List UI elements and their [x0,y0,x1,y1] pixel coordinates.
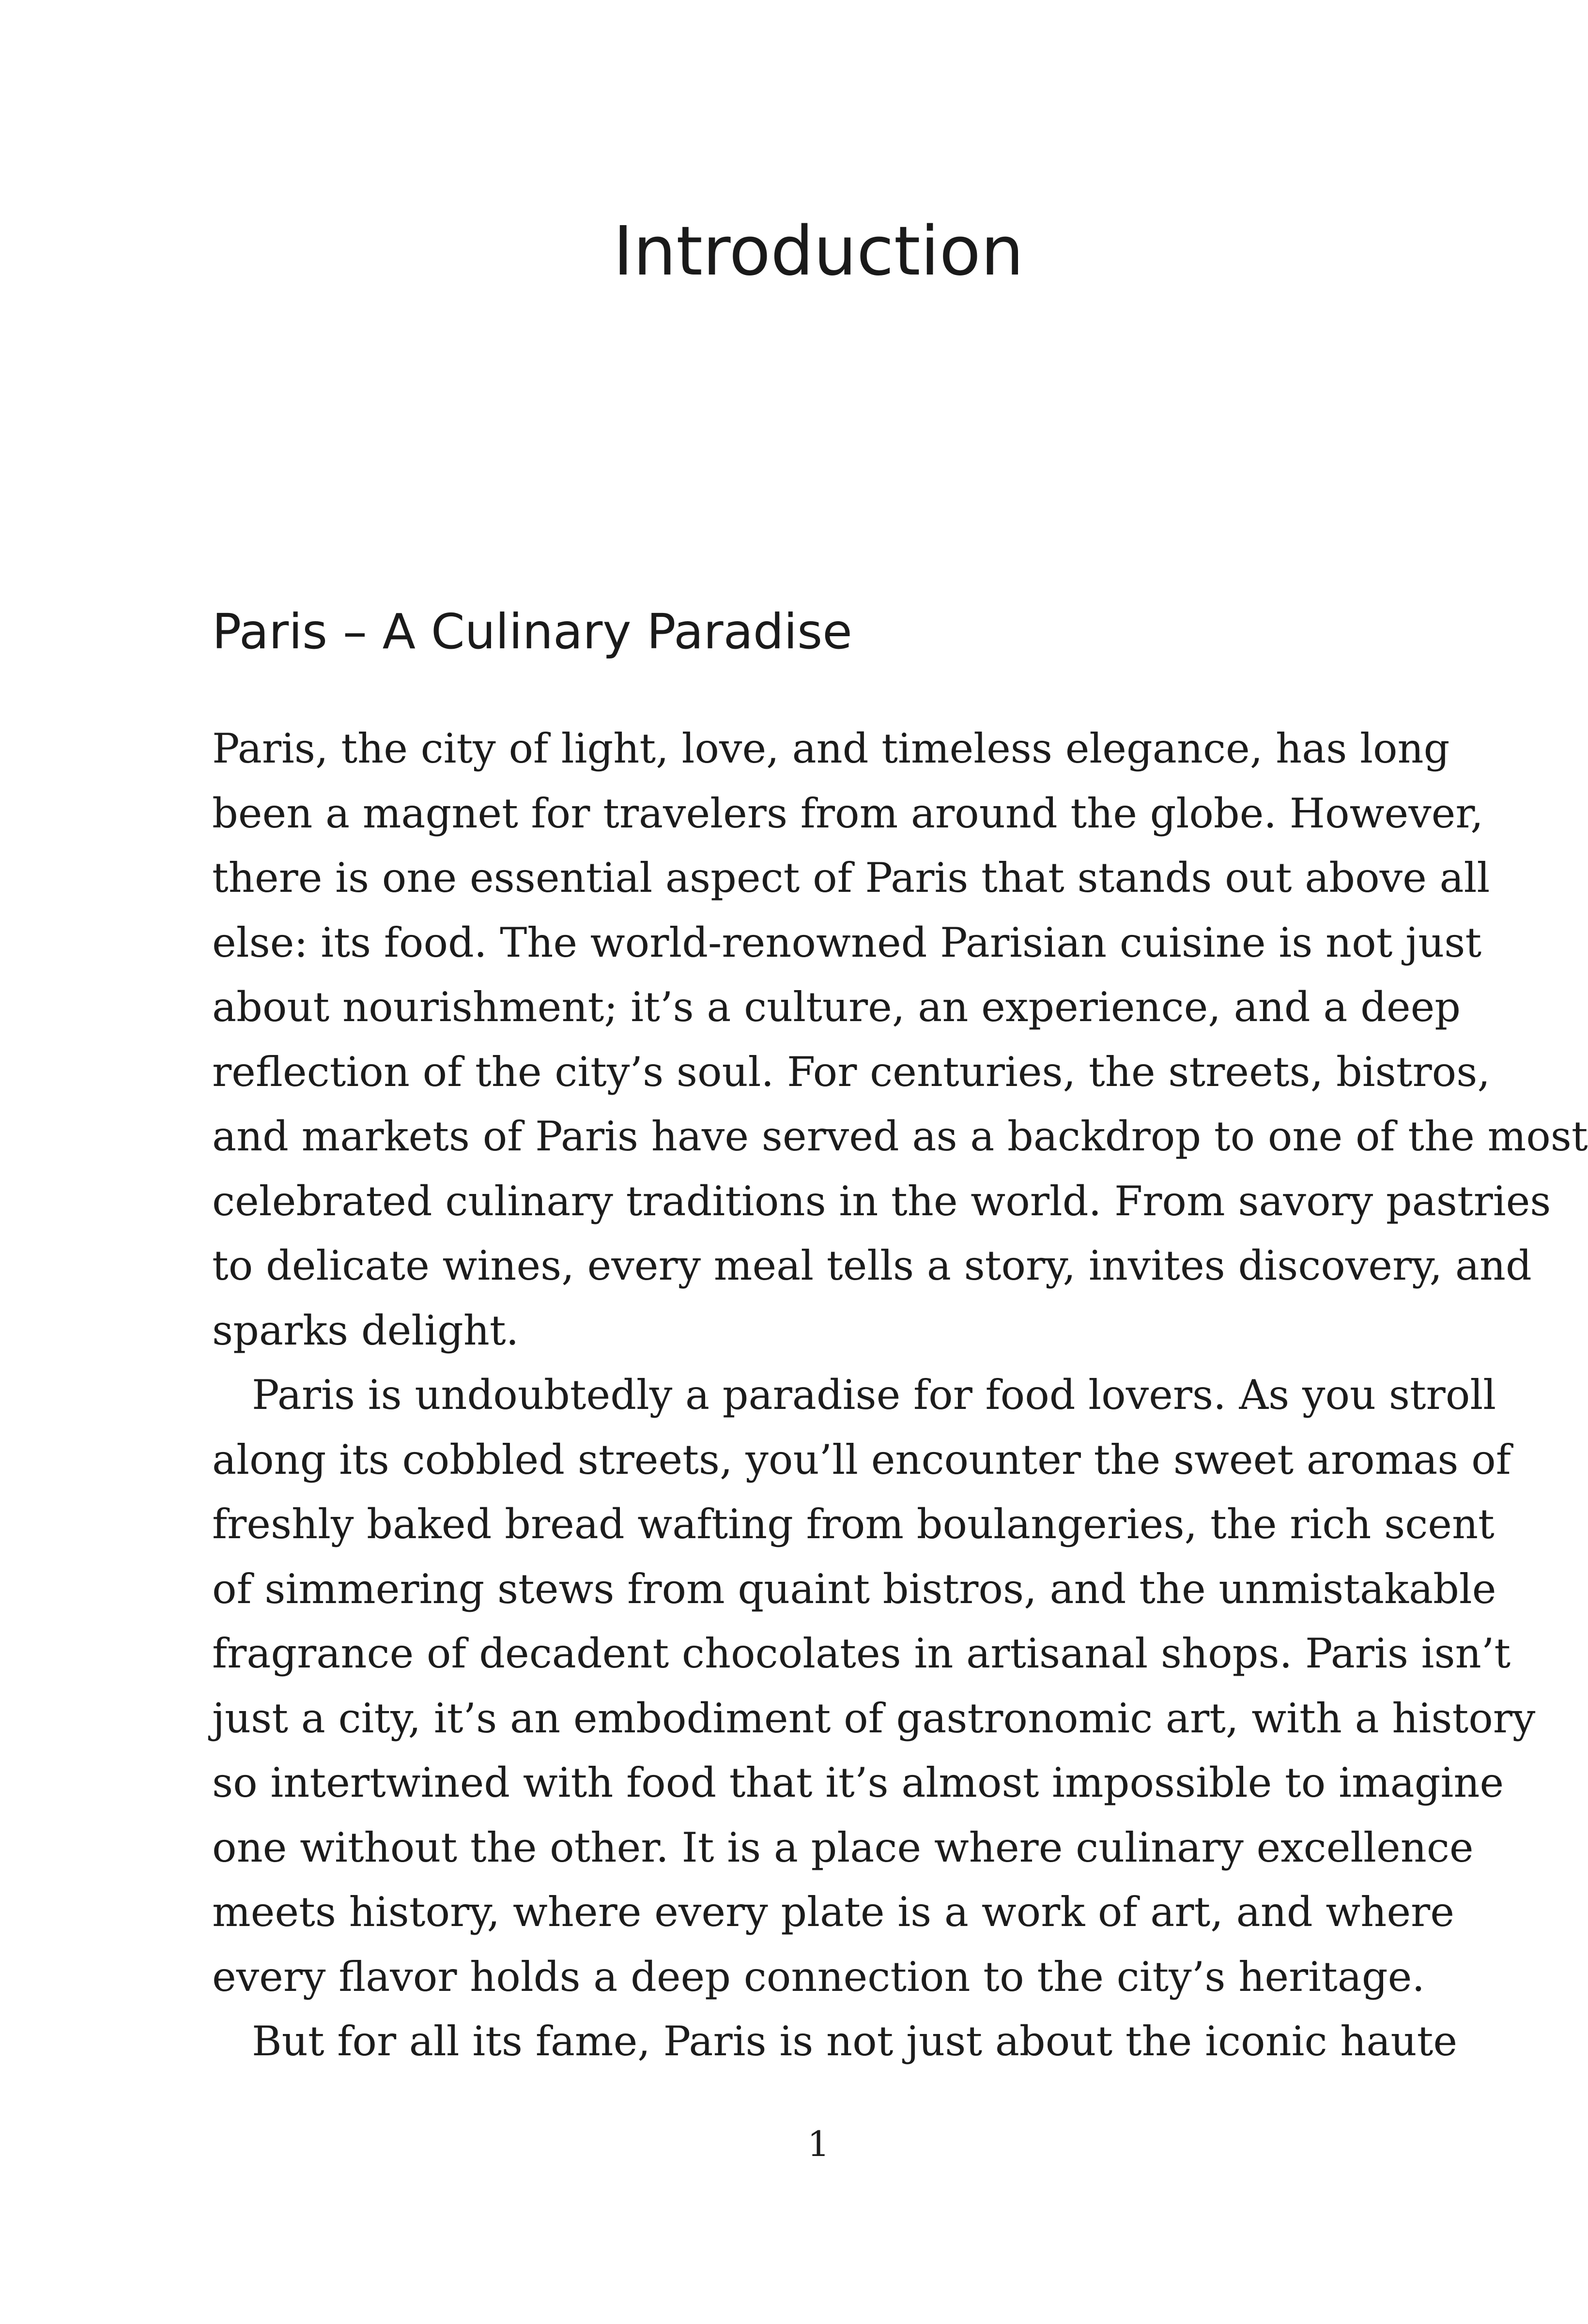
text-line: meets history, where every plate is a work of art, and where [212,1888,1454,1936]
text-line: reflection of the city’s soul. For centuries, the streets, bistros, [212,1048,1491,1096]
paragraph-1 [212,717,1588,1363]
text-line: Paris, the city of light, love, and timeless elegance, has long [212,725,1450,772]
text-line: celebrated culinary traditions in the world. From savory pastries [212,1177,1551,1225]
text-line: been a magnet for travelers from around the globe. However, [212,789,1483,837]
text-line: one without the other. It is a place where culinary excellence [212,1823,1474,1871]
text-line: But for all its fame, Paris is not just about the iconic haute [252,2018,1458,2065]
text-line: Paris is undoubtedly a paradise for food lovers. As you stroll [252,1371,1496,1419]
text-line: along its cobbled streets, you’ll encounter the sweet aromas of [212,1436,1511,1483]
text-line: so intertwined with food that it’s almost impossible to imagine [212,1759,1504,1806]
text-line: and markets of Paris have served as a backdrop to one of the most [212,1113,1588,1160]
paragraph-3 [212,2009,1458,2074]
text-line: else: its food. The world-renowned Parisian cuisine is not just [212,918,1482,966]
text-line: about nourishment; it’s a culture, an experience, and a deep [212,983,1461,1031]
text-line: every flavor holds a deep connection to the city’s heritage. [212,1953,1425,2001]
body-text [212,717,1588,2074]
text-line: just a city, it’s an embodiment of gastronomic art, with a history [212,1694,1536,1742]
chapter-title: Introduction [613,212,1024,291]
text-line: there is one essential aspect of Paris that stands out above all [212,854,1490,902]
page-number: 1 [807,2124,830,2164]
text-line: freshly baked bread wafting from boulangeries, the rich scent [212,1500,1495,1548]
text-line: to delicate wines, every meal tells a story, invites discovery, and [212,1242,1532,1289]
text-line: of simmering stews from quaint bistros, and the unmistakable [212,1565,1496,1613]
text-line: sparks delight. [212,1306,519,1354]
section-title: Paris – A Culinary Paradise [212,603,852,660]
text-line: fragrance of decadent chocolates in artisanal shops. Paris isn’t [212,1630,1511,1677]
paragraph-2 [212,1363,1536,2009]
